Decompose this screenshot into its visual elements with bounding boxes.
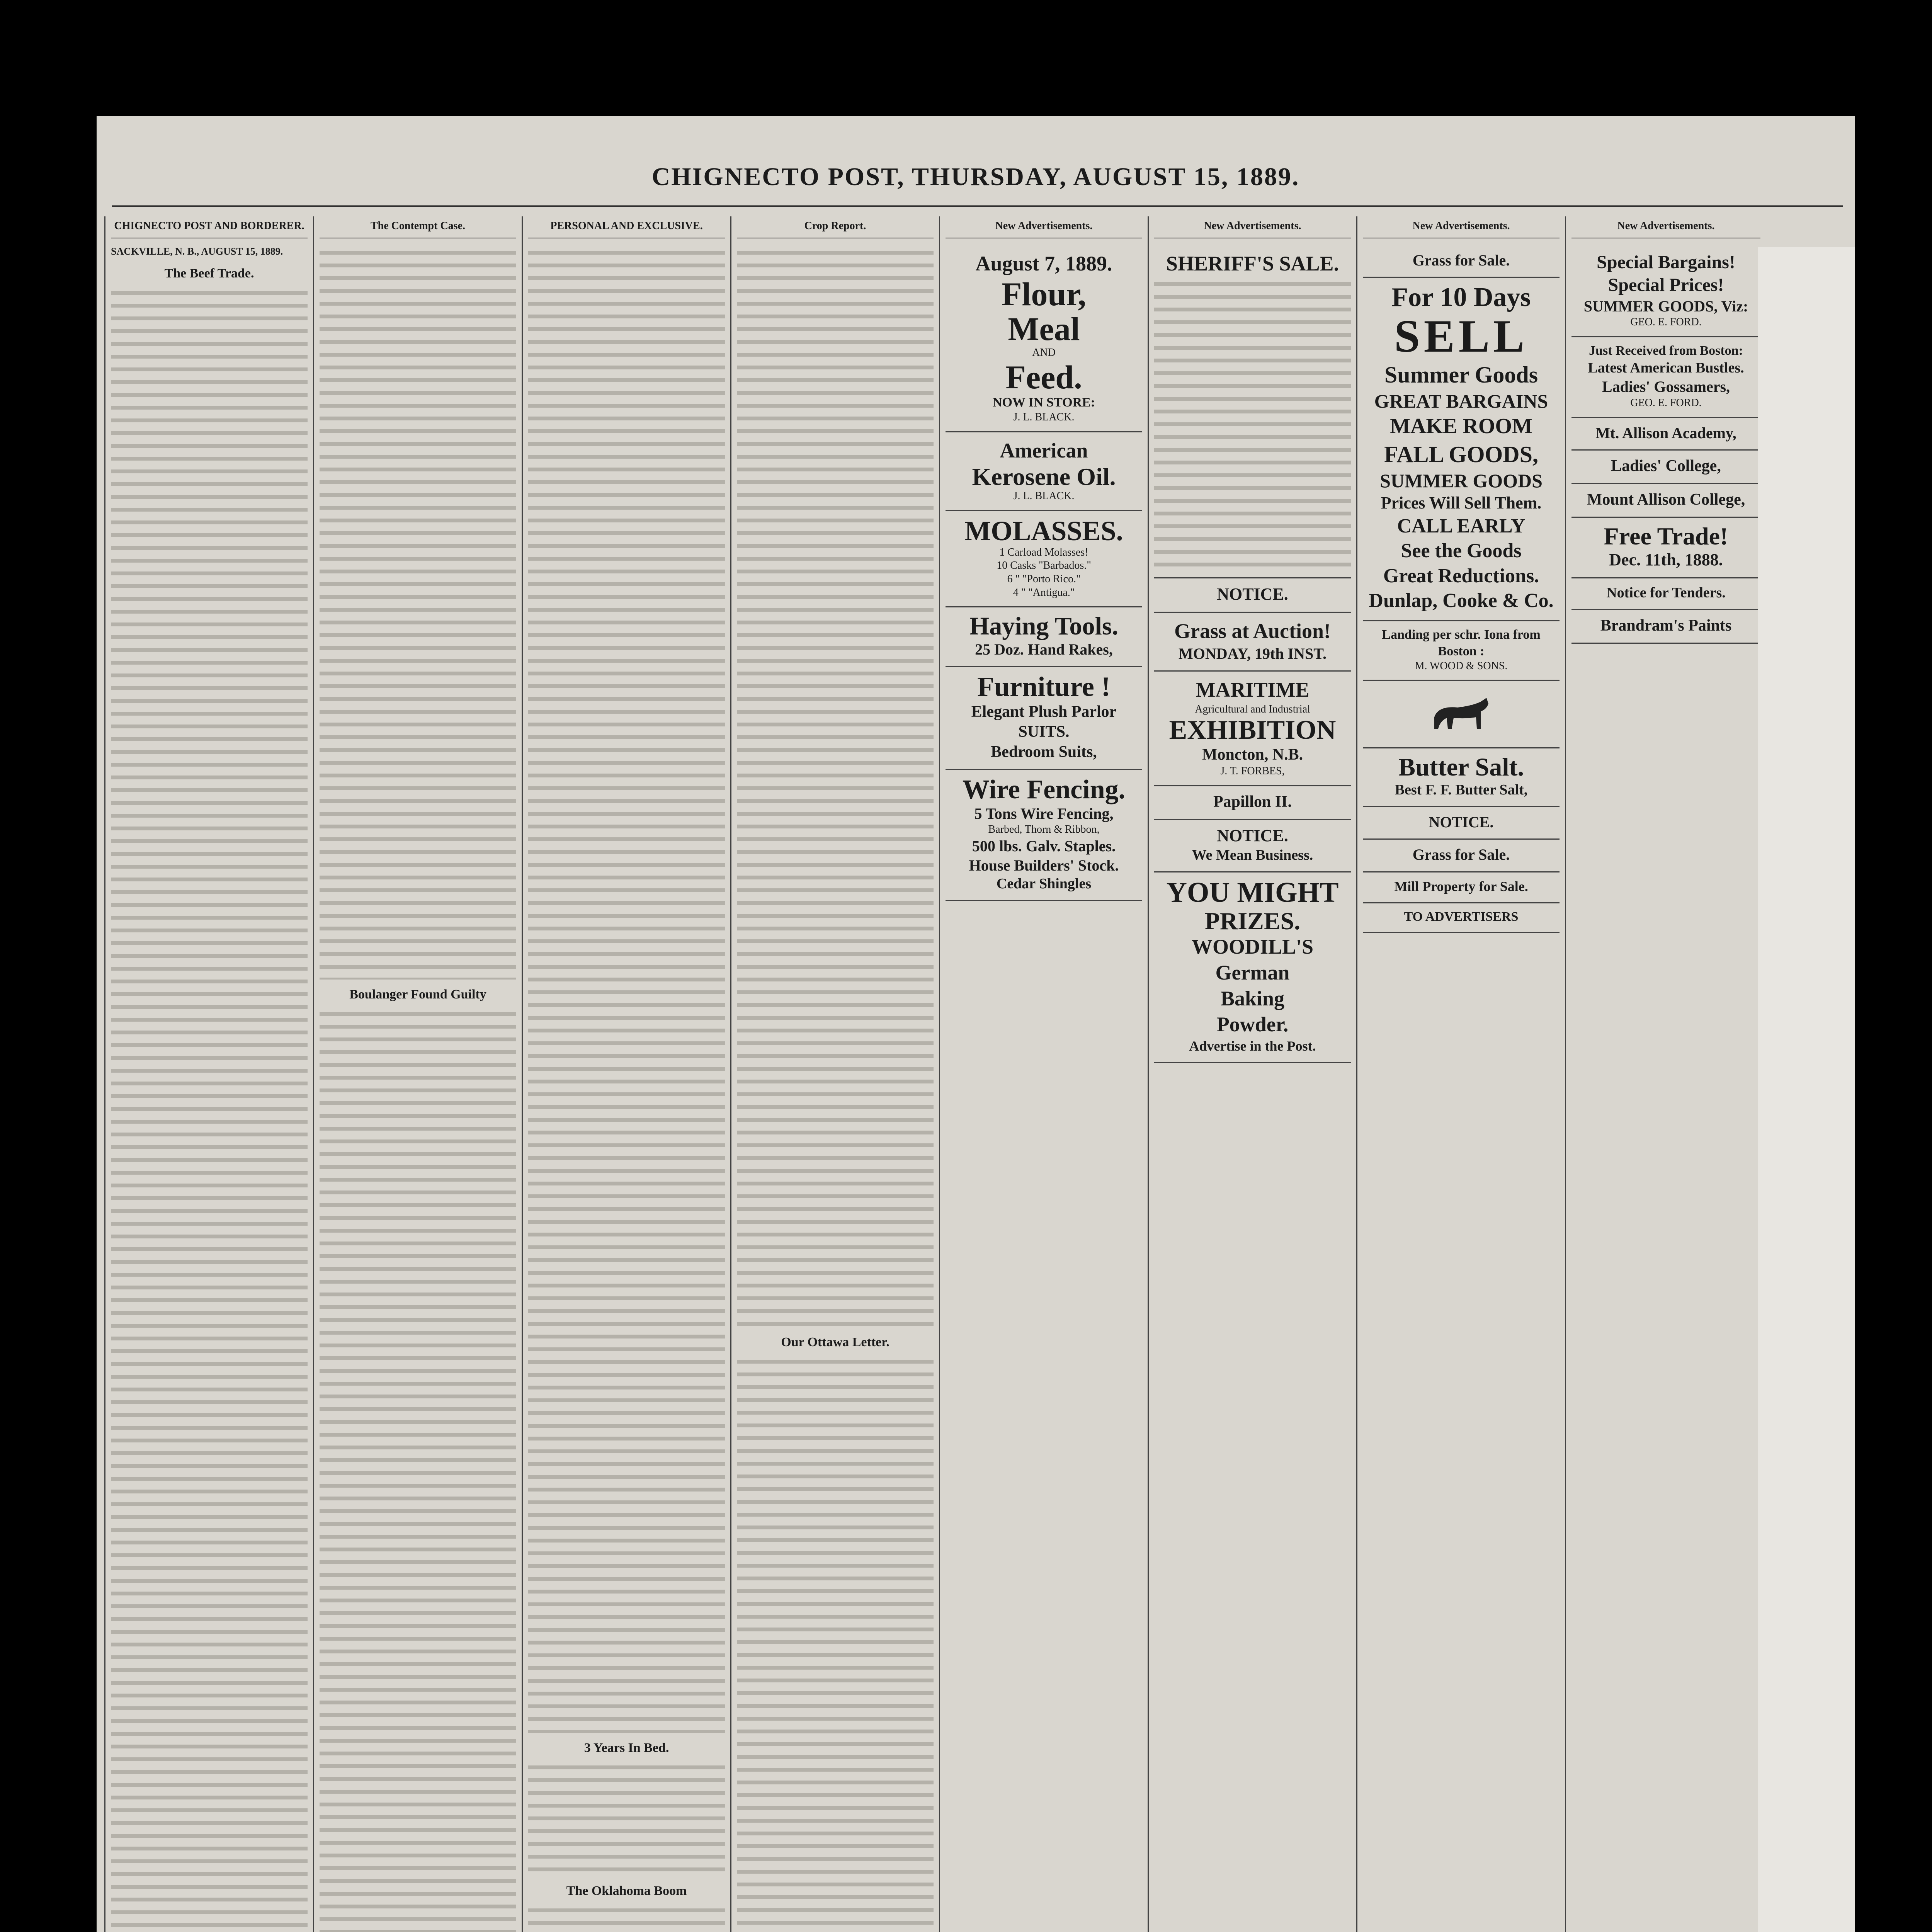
advert-headline: MOLASSES. xyxy=(964,515,1123,547)
masthead: CHIGNECTO POST, THURSDAY, AUGUST 15, 1889. xyxy=(651,163,1300,191)
advert-text: Powder. xyxy=(1216,1013,1289,1036)
column-3 xyxy=(522,216,730,1932)
mill-property-advert xyxy=(1363,872,1560,903)
article-body xyxy=(737,1354,934,1932)
advertisers-notice xyxy=(1363,903,1560,933)
college-advert xyxy=(1571,484,1760,518)
molasses-advert xyxy=(946,511,1142,607)
advert-text: Latest American Bustles. xyxy=(1588,360,1744,376)
advert-headline: Mt. Allison Academy, xyxy=(1595,424,1736,442)
advert-text: Ladies' Gossamers, xyxy=(1602,378,1730,396)
advert-text: GREAT BARGAINS xyxy=(1374,390,1548,412)
advert-headline: NOTICE. xyxy=(1429,813,1494,831)
advert-headline: Special Prices! xyxy=(1608,275,1724,296)
grass-sale-2 xyxy=(1363,840,1560,872)
advert-headline: Flour, xyxy=(1001,275,1087,313)
notice-business xyxy=(1154,820,1351,873)
advert-headline: Haying Tools. xyxy=(969,612,1119,641)
advert-headline: Wire Fencing. xyxy=(962,775,1126,805)
papillon-advert xyxy=(1154,786,1351,820)
advert-text: WOODILL'S xyxy=(1191,935,1314,959)
column-heading: Crop Report. xyxy=(737,216,934,238)
landing-advert xyxy=(1363,621,1560,681)
advert-headline: Butter Salt. xyxy=(1398,753,1524,782)
advert-text: 5 Tons Wire Fencing, xyxy=(974,804,1114,822)
column-heading: The Contempt Case. xyxy=(320,216,516,238)
advert-headline: YOU MIGHT xyxy=(1166,877,1339,909)
baking-powder-advert xyxy=(1154,872,1351,1063)
article-title: The Beef Trade. xyxy=(164,266,254,281)
advert-headline: Grass for Sale. xyxy=(1412,251,1510,269)
wire-advert xyxy=(946,770,1142,901)
summer-sale-advert xyxy=(1363,278,1560,621)
furniture-advert xyxy=(946,667,1142,770)
column-6 xyxy=(1148,216,1356,1932)
column-5 xyxy=(939,216,1148,1932)
advert-headline: Kerosene Oil. xyxy=(972,463,1116,491)
article-title: 3 Years In Bed. xyxy=(584,1740,669,1755)
advert-headline: Papillon II. xyxy=(1213,793,1292,811)
article-body xyxy=(111,286,308,1932)
advert-headline: NOTICE. xyxy=(1217,826,1288,845)
article-body xyxy=(737,245,934,1327)
tenders-advert xyxy=(1571,578,1760,610)
advert-subhead: NOW IN STORE: xyxy=(992,395,1095,410)
column-2 xyxy=(313,216,522,1932)
advert-headline: Free Trade! xyxy=(1604,522,1728,550)
advert-signature: M. WOOD & SONS. xyxy=(1415,660,1508,672)
advert-text: Elegant Plush Parlor SUITS. xyxy=(971,702,1117,741)
grass-auction xyxy=(1154,613,1351,672)
article-body xyxy=(528,1760,725,1876)
advert-body xyxy=(1154,277,1351,570)
advert-text: We Mean Business. xyxy=(1192,847,1313,864)
advert-text: 500 lbs. Galv. Staples. xyxy=(972,837,1116,855)
article-title: Our Ottawa Letter. xyxy=(781,1335,889,1349)
advert-headline: For 10 Days xyxy=(1391,282,1531,313)
article-body xyxy=(320,1007,516,1932)
advert-headline: Brandram's Paints xyxy=(1600,617,1732,635)
advert-text: Agricultural and Industrial xyxy=(1195,703,1310,715)
advert-text: MONDAY, 19th INST. xyxy=(1178,645,1327,663)
advert-text: 6 " "Porto Rico." xyxy=(1007,573,1081,585)
advert-text: CALL EARLY xyxy=(1397,515,1526,537)
column-7 xyxy=(1356,216,1565,1932)
advert-headline: Feed. xyxy=(1005,358,1082,396)
advert-signature: GEO. E. FORD. xyxy=(1630,316,1702,328)
academy-advert xyxy=(1571,418,1760,451)
advert-text: German xyxy=(1215,961,1290,985)
advert-text: Prices Will Sell Them. xyxy=(1381,493,1542,513)
special-bargains-advert xyxy=(1571,245,1760,337)
kerosene-advert xyxy=(946,432,1142,511)
advert-headline: Grass at Auction! xyxy=(1174,619,1331,643)
advert-headline: Landing per schr. Iona from Boston : xyxy=(1382,628,1541,658)
exhibition-advert xyxy=(1154,672,1351,786)
column-heading: New Advertisements. xyxy=(1571,216,1760,238)
advert-text: 25 Doz. Hand Rakes, xyxy=(975,640,1113,658)
advert-text: See the Goods xyxy=(1401,540,1522,562)
horse-illustration xyxy=(1423,690,1500,736)
paper-title: CHIGNECTO POST AND BORDERER. xyxy=(111,216,308,238)
column-heading: New Advertisements. xyxy=(1363,216,1560,238)
advert-text: Barbed, Thorn & Ribbon, xyxy=(988,823,1100,836)
divider xyxy=(112,205,1843,207)
ladies-college-advert xyxy=(1571,451,1760,484)
advert-text: FALL GOODS, xyxy=(1384,441,1538,467)
advert-text: 10 Casks "Barbados." xyxy=(997,560,1091,572)
advert-headline: Mill Property for Sale. xyxy=(1394,879,1528,895)
advert-signature: J. L. BLACK. xyxy=(1013,411,1075,423)
notice-advert xyxy=(1154,578,1351,613)
advert-footer: Advertise in the Post. xyxy=(1189,1038,1316,1054)
butter-salt-advert xyxy=(1363,748,1560,807)
column-1 xyxy=(104,216,313,1932)
advert-text: SUMMER GOODS, Viz: xyxy=(1583,297,1748,315)
advert-headline: Meal xyxy=(1008,310,1080,347)
advert-headline: PRIZES. xyxy=(1204,907,1301,935)
advert-headline: Notice for Tenders. xyxy=(1606,585,1726,601)
advert-text: MAKE ROOM xyxy=(1390,414,1532,439)
advert-headline: American xyxy=(1000,439,1088,463)
advert-headline: Furniture ! xyxy=(977,671,1111,702)
adjacent-page-edge xyxy=(1758,247,1855,1932)
advert-signature: J. L. BLACK. xyxy=(1013,490,1075,502)
advert-date: August 7, 1889. xyxy=(975,252,1112,275)
advert-headline: Mount Allison College, xyxy=(1587,491,1745,509)
newspaper-page xyxy=(97,116,1855,1932)
advert-text: Great Reductions. xyxy=(1383,565,1539,587)
advert-text: Bedroom Suits, xyxy=(991,743,1097,761)
advert-headline: NOTICE. xyxy=(1217,584,1288,604)
advert-text: 1 Carload Molasses! xyxy=(999,546,1088,558)
advert-text: Baking xyxy=(1220,987,1285,1010)
column-heading: PERSONAL AND EXCLUSIVE. xyxy=(528,216,725,238)
article-title: Boulanger Found Guilty xyxy=(349,987,486,1002)
advert-signature: GEO. E. FORD. xyxy=(1630,396,1702,409)
advert-text: Best F. F. Butter Salt, xyxy=(1395,781,1528,798)
dateline: SACKVILLE, N. B., AUGUST 15, 1889. xyxy=(111,245,283,257)
advert-text: House Builders' Stock. xyxy=(969,856,1119,874)
boston-advert xyxy=(1571,337,1760,418)
advert-headline: Just Received from Boston: xyxy=(1589,344,1743,358)
article-body xyxy=(528,245,725,1733)
horse-advert xyxy=(1363,681,1560,748)
paints-advert xyxy=(1571,610,1760,644)
advert-headline: Ladies' College, xyxy=(1611,457,1721,475)
flour-advert xyxy=(946,245,1142,432)
advert-signature: J. T. FORBES, xyxy=(1220,765,1285,777)
advert-text: 4 " "Antigua." xyxy=(1013,586,1075,599)
advert-headline: SHERIFF'S SALE. xyxy=(1166,252,1339,275)
column-4 xyxy=(730,216,939,1932)
advert-headline: Grass for Sale. xyxy=(1412,846,1510,864)
article-title: The Oklahoma Boom xyxy=(566,1883,687,1898)
advert-headline: TO ADVERTISERS xyxy=(1404,909,1519,924)
haying-advert xyxy=(946,607,1142,667)
column-8 xyxy=(1565,216,1766,1932)
advert-headline: EXHIBITION xyxy=(1169,715,1336,745)
advert-headline: MARITIME xyxy=(1196,678,1310,701)
advert-signature: Dunlap, Cooke & Co. xyxy=(1369,589,1554,612)
notice-advert xyxy=(1363,807,1560,840)
article-body xyxy=(528,1903,725,1932)
advert-text: Summer Goods xyxy=(1384,362,1538,388)
advert-text: Cedar Shingles xyxy=(996,876,1092,892)
advert-headline: Special Bargains! xyxy=(1597,252,1735,272)
advert-text: AND xyxy=(1032,347,1056,359)
article-body xyxy=(320,245,516,980)
column-heading: New Advertisements. xyxy=(1154,216,1351,238)
advert-text: Dec. 11th, 1888. xyxy=(1609,550,1723,569)
advert-text: Moncton, N.B. xyxy=(1202,745,1303,764)
advert-headline: SELL xyxy=(1394,310,1528,362)
grass-sale xyxy=(1363,245,1560,278)
column-heading: New Advertisements. xyxy=(946,216,1142,238)
advert-text: SUMMER GOODS xyxy=(1380,470,1543,492)
free-trade-advert xyxy=(1571,518,1760,578)
sheriff-sale xyxy=(1154,245,1351,578)
